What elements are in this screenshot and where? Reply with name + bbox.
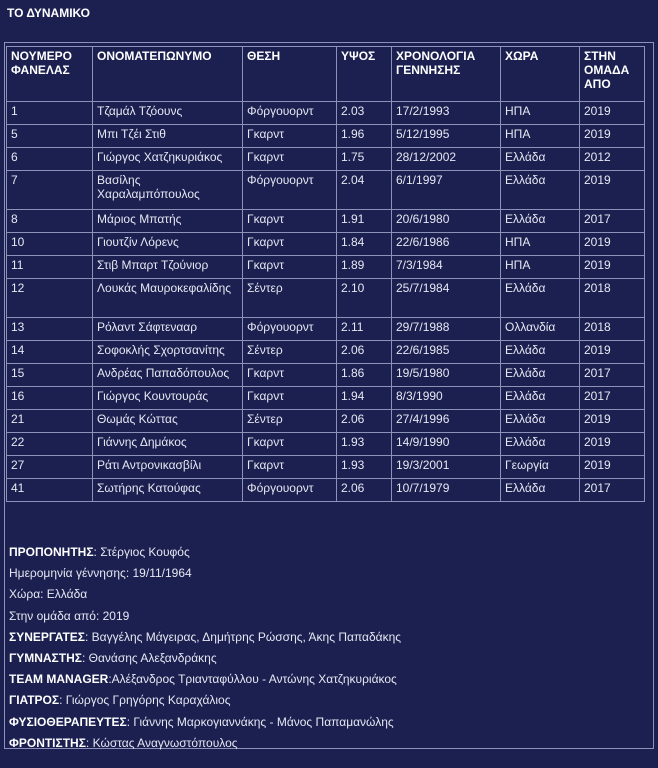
cell-birth-date: 27/4/1996 bbox=[392, 410, 501, 433]
staff-line bbox=[9, 733, 401, 754]
table-row bbox=[7, 125, 645, 148]
staff-role-label: TEAM MANAGER bbox=[9, 672, 109, 687]
cell-joined-year: 2017 bbox=[580, 479, 645, 502]
cell-joined-year: 2019 bbox=[580, 171, 645, 210]
table-row bbox=[7, 233, 645, 256]
cell-country: Ελλάδα bbox=[501, 479, 580, 502]
table-row bbox=[7, 341, 645, 364]
cell-country: Ελλάδα bbox=[501, 171, 580, 210]
col-height: ΥΨΟΣ bbox=[337, 47, 392, 102]
cell-player-name: Λουκάς Μαυροκεφαλίδης bbox=[93, 279, 243, 318]
staff-value: : Κώστας Αναγνωστόπουλος bbox=[85, 735, 238, 750]
cell-jersey-number: 6 bbox=[7, 148, 93, 171]
cell-height: 2.06 bbox=[337, 341, 392, 364]
table-row bbox=[7, 102, 645, 125]
cell-player-name: Γιάννης Δημάκος bbox=[93, 433, 243, 456]
cell-birth-date: 19/5/1980 bbox=[392, 364, 501, 387]
cell-height: 1.94 bbox=[337, 387, 392, 410]
table-row bbox=[7, 318, 645, 341]
cell-position: Σέντερ bbox=[243, 279, 337, 318]
table-header-row bbox=[7, 47, 645, 102]
cell-player-name: Στιβ Μπαρτ Τζούνιορ bbox=[93, 256, 243, 279]
cell-jersey-number: 11 bbox=[7, 256, 93, 279]
table-row bbox=[7, 256, 645, 279]
cell-country: Ολλανδία bbox=[501, 318, 580, 341]
cell-birth-date: 7/3/1984 bbox=[392, 256, 501, 279]
table-row bbox=[7, 148, 645, 171]
cell-player-name: Βασίλης Χαραλαμπόπουλος bbox=[93, 171, 243, 210]
cell-player-name: Σωτήρης Κατούφας bbox=[93, 479, 243, 502]
cell-country: Ελλάδα bbox=[501, 279, 580, 318]
cell-position: Σέντερ bbox=[243, 341, 337, 364]
cell-player-name: Μπι Τζέι Στιθ bbox=[93, 125, 243, 148]
staff-role-label: ΦΥΣΙΟΘΕΡΑΠΕΥΤΕΣ bbox=[9, 714, 127, 729]
cell-player-name: Ράτι Αντρονικασβίλι bbox=[93, 456, 243, 479]
staff-line bbox=[9, 669, 401, 690]
roster-table bbox=[6, 46, 645, 502]
staff-value: : Θανάσης Αλεξανδράκης bbox=[81, 651, 217, 666]
cell-birth-date: 17/2/1993 bbox=[392, 102, 501, 125]
cell-country: Γεωργία bbox=[501, 456, 580, 479]
cell-jersey-number: 10 bbox=[7, 233, 93, 256]
staff-value: : Γιώργος Γρηγόρης Καραχάλιος bbox=[59, 693, 231, 708]
staff-line bbox=[9, 542, 401, 563]
cell-position: Γκαρντ bbox=[243, 210, 337, 233]
staff-line bbox=[9, 690, 401, 711]
cell-height: 1.91 bbox=[337, 210, 392, 233]
cell-joined-year: 2019 bbox=[580, 233, 645, 256]
cell-birth-date: 25/7/1984 bbox=[392, 279, 501, 318]
cell-player-name: Τζαμάλ Τζόουνς bbox=[93, 102, 243, 125]
cell-jersey-number: 27 bbox=[7, 456, 93, 479]
cell-joined-year: 2019 bbox=[580, 341, 645, 364]
cell-joined-year: 2019 bbox=[580, 410, 645, 433]
cell-position: Φόργουορντ bbox=[243, 171, 337, 210]
cell-country: Ελλάδα bbox=[501, 433, 580, 456]
cell-height: 1.96 bbox=[337, 125, 392, 148]
cell-jersey-number: 15 bbox=[7, 364, 93, 387]
cell-joined-year: 2019 bbox=[580, 456, 645, 479]
cell-position: Γκαρντ bbox=[243, 125, 337, 148]
cell-player-name: Γιώργος Χατζηκυριάκος bbox=[93, 148, 243, 171]
cell-position: Γκαρντ bbox=[243, 387, 337, 410]
staff-role-label: ΦΡΟΝΤΙΣΤΗΣ bbox=[9, 735, 86, 750]
cell-player-name: Ανδρέας Παπαδόπουλος bbox=[93, 364, 243, 387]
cell-jersey-number: 7 bbox=[7, 171, 93, 210]
cell-height: 1.84 bbox=[337, 233, 392, 256]
col-position: ΘΕΣΗ bbox=[243, 47, 337, 102]
col-full-name: ΟΝΟΜΑΤΕΠΩΝΥΜΟ bbox=[93, 47, 243, 102]
staff-value: : Βαγγέλης Μάγειρας, Δημήτρης Ρώσσης, Άκης Παπαδάκης bbox=[85, 629, 402, 644]
staff-line bbox=[9, 627, 401, 648]
cell-jersey-number: 13 bbox=[7, 318, 93, 341]
page-title: ΤΟ ΔΥΝΑΜΙΚΟ bbox=[7, 6, 90, 20]
table-row bbox=[7, 433, 645, 456]
cell-height: 2.06 bbox=[337, 410, 392, 433]
cell-position: Γκαρντ bbox=[243, 364, 337, 387]
staff-value: Ημερομηνία γέννησης: 19/11/1964 bbox=[9, 566, 192, 581]
cell-height: 2.06 bbox=[337, 479, 392, 502]
staff-line bbox=[9, 563, 401, 584]
cell-position: Σέντερ bbox=[243, 410, 337, 433]
cell-jersey-number: 21 bbox=[7, 410, 93, 433]
cell-player-name: Γιουτζίν Λόρενς bbox=[93, 233, 243, 256]
staff-role-label: ΠΡΟΠΟΝΗΤΗΣ bbox=[9, 545, 94, 559]
staff-value: Χώρα: Ελλάδα bbox=[9, 587, 88, 602]
cell-country: Ελλάδα bbox=[501, 148, 580, 171]
table-row bbox=[7, 171, 645, 210]
cell-joined-year: 2018 bbox=[580, 279, 645, 318]
staff-line bbox=[9, 606, 401, 627]
cell-player-name: Θωμάς Κώττας bbox=[93, 410, 243, 433]
cell-height: 1.89 bbox=[337, 256, 392, 279]
cell-country: ΗΠΑ bbox=[501, 125, 580, 148]
cell-birth-date: 10/7/1979 bbox=[392, 479, 501, 502]
col-joined: ΣΤΗΝ ΟΜΑΔΑ ΑΠΟ bbox=[580, 47, 645, 102]
cell-birth-date: 6/1/1997 bbox=[392, 171, 501, 210]
cell-country: ΗΠΑ bbox=[501, 256, 580, 279]
staff-value: Στην ομάδα από: 2019 bbox=[9, 608, 130, 623]
cell-jersey-number: 41 bbox=[7, 479, 93, 502]
table-row bbox=[7, 456, 645, 479]
col-jersey-number: ΝΟΥΜΕΡΟ ΦΑΝΕΛΑΣ bbox=[7, 47, 93, 102]
cell-country: ΗΠΑ bbox=[501, 102, 580, 125]
cell-jersey-number: 1 bbox=[7, 102, 93, 125]
cell-jersey-number: 22 bbox=[7, 433, 93, 456]
table-row bbox=[7, 387, 645, 410]
cell-country: Ελλάδα bbox=[501, 364, 580, 387]
cell-player-name: Ρόλαντ Σάφτενααρ bbox=[93, 318, 243, 341]
cell-joined-year: 2019 bbox=[580, 102, 645, 125]
cell-player-name: Σοφοκλής Σχορτσανίτης bbox=[93, 341, 243, 364]
cell-joined-year: 2012 bbox=[580, 148, 645, 171]
staff-line bbox=[9, 712, 401, 733]
cell-birth-date: 29/7/1988 bbox=[392, 318, 501, 341]
staff-line bbox=[9, 648, 401, 669]
cell-height: 2.03 bbox=[337, 102, 392, 125]
cell-height: 2.10 bbox=[337, 279, 392, 318]
cell-position: Γκαρντ bbox=[243, 456, 337, 479]
cell-jersey-number: 8 bbox=[7, 210, 93, 233]
cell-joined-year: 2019 bbox=[580, 433, 645, 456]
staff-role-label: ΣΥΝΕΡΓΑΤΕΣ bbox=[9, 629, 85, 644]
table-row bbox=[7, 279, 645, 318]
cell-position: Γκαρντ bbox=[243, 148, 337, 171]
table-row bbox=[7, 410, 645, 433]
cell-country: Ελλάδα bbox=[501, 410, 580, 433]
cell-birth-date: 14/9/1990 bbox=[392, 433, 501, 456]
table-row bbox=[7, 364, 645, 387]
cell-country: Ελλάδα bbox=[501, 341, 580, 364]
cell-height: 1.86 bbox=[337, 364, 392, 387]
cell-position: Φόργουορντ bbox=[243, 102, 337, 125]
col-country: ΧΩΡΑ bbox=[501, 47, 580, 102]
cell-country: Ελλάδα bbox=[501, 210, 580, 233]
cell-joined-year: 2019 bbox=[580, 125, 645, 148]
cell-joined-year: 2017 bbox=[580, 387, 645, 410]
table-row bbox=[7, 479, 645, 502]
cell-player-name: Μάριος Μπατής bbox=[93, 210, 243, 233]
staff-value: : Στέργιος Κουφός bbox=[93, 545, 190, 559]
staff-line bbox=[9, 584, 401, 605]
cell-height: 1.93 bbox=[337, 456, 392, 479]
cell-position: Γκαρντ bbox=[243, 433, 337, 456]
cell-country: ΗΠΑ bbox=[501, 233, 580, 256]
staff-role-label: ΓΙΑΤΡΟΣ bbox=[9, 693, 60, 708]
cell-jersey-number: 16 bbox=[7, 387, 93, 410]
cell-height: 2.11 bbox=[337, 318, 392, 341]
cell-joined-year: 2018 bbox=[580, 318, 645, 341]
cell-position: Φόργουορντ bbox=[243, 318, 337, 341]
staff-role-label: ΓΥΜΝΑΣΤΗΣ bbox=[9, 651, 82, 666]
cell-position: Φόργουορντ bbox=[243, 479, 337, 502]
cell-birth-date: 28/12/2002 bbox=[392, 148, 501, 171]
cell-position: Γκαρντ bbox=[243, 233, 337, 256]
cell-joined-year: 2017 bbox=[580, 210, 645, 233]
cell-jersey-number: 12 bbox=[7, 279, 93, 318]
staff-value: :Αλέξανδρος Τριανταφύλλου - Αντώνης Χατζηκυριάκος bbox=[108, 672, 397, 687]
cell-height: 1.75 bbox=[337, 148, 392, 171]
cell-height: 1.93 bbox=[337, 433, 392, 456]
cell-jersey-number: 5 bbox=[7, 125, 93, 148]
cell-position: Γκαρντ bbox=[243, 256, 337, 279]
cell-joined-year: 2017 bbox=[580, 364, 645, 387]
cell-height: 2.04 bbox=[337, 171, 392, 210]
cell-joined-year: 2019 bbox=[580, 256, 645, 279]
staff-block bbox=[9, 542, 401, 754]
table-row bbox=[7, 210, 645, 233]
cell-birth-date: 5/12/1995 bbox=[392, 125, 501, 148]
staff-value: : Γιάννης Μαρκογιαννάκης - Μάνος Παπαμανώλης bbox=[126, 714, 394, 729]
roster-body bbox=[7, 102, 645, 502]
cell-jersey-number: 14 bbox=[7, 341, 93, 364]
cell-birth-date: 22/6/1985 bbox=[392, 341, 501, 364]
cell-birth-date: 19/3/2001 bbox=[392, 456, 501, 479]
cell-birth-date: 22/6/1986 bbox=[392, 233, 501, 256]
col-birth-date: ΧΡΟΝΟΛΟΓΙΑ ΓΕΝΝΗΣΗΣ bbox=[392, 47, 501, 102]
cell-birth-date: 8/3/1990 bbox=[392, 387, 501, 410]
cell-birth-date: 20/6/1980 bbox=[392, 210, 501, 233]
cell-country: Ελλάδα bbox=[501, 387, 580, 410]
cell-player-name: Γιώργος Κουντουράς bbox=[93, 387, 243, 410]
